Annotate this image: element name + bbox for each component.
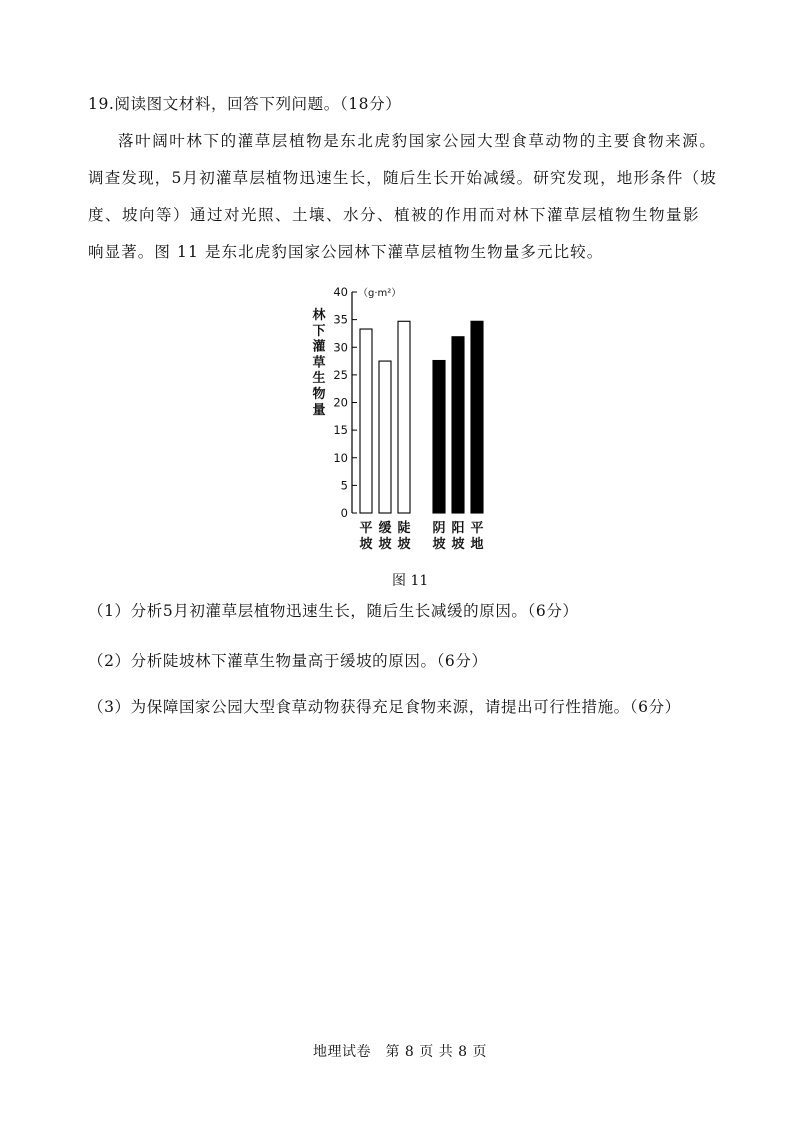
category-label-char: 坡 bbox=[397, 537, 411, 552]
bar bbox=[452, 337, 464, 513]
category-label-char: 阳 bbox=[451, 521, 465, 536]
category-label-char: 平 bbox=[470, 521, 484, 536]
y-axis-label-char: 量 bbox=[312, 402, 326, 418]
sub-question-3: （3）为保障国家公园大型食草动物获得充足食物来源，请提出可行性措施。（6分） bbox=[88, 698, 681, 716]
y-axis-label-char: 物 bbox=[312, 387, 326, 402]
biomass-bar-chart bbox=[300, 280, 530, 560]
y-axis-label-char: 灌 bbox=[312, 339, 326, 355]
y-tick-label: 30 bbox=[333, 340, 348, 355]
category-label-char: 陡 bbox=[397, 521, 411, 536]
bar bbox=[433, 361, 445, 513]
y-axis-label-char: 林 bbox=[312, 308, 326, 323]
y-axis-label-char: 下 bbox=[312, 323, 326, 339]
category-label-char: 阴 bbox=[432, 521, 446, 536]
category-label-char: 平 bbox=[359, 521, 373, 536]
question-header: 19.阅读图文材料，回答下列问题。（18分） bbox=[88, 95, 402, 113]
y-tick-label: 40 bbox=[333, 285, 348, 299]
y-tick-label: 20 bbox=[333, 395, 348, 410]
category-label-char: 坡 bbox=[359, 537, 373, 552]
sub-question-1: （1）分析5月初灌草层植物迅速生长，随后生长减缓的原因。（6分） bbox=[88, 602, 579, 620]
category-label-char: 地 bbox=[470, 537, 484, 552]
y-unit-label: （g·m²） bbox=[358, 288, 402, 299]
y-tick-label: 0 bbox=[340, 506, 348, 520]
paragraph-line: 落叶阔叶林下的灌草层植物是东北虎豹国家公园大型食草动物的主要食物来源。 bbox=[118, 132, 717, 150]
bar bbox=[398, 321, 410, 513]
page-footer: 地理试卷 第 8 页 共 8 页 bbox=[312, 1044, 488, 1060]
y-tick-label: 10 bbox=[333, 450, 348, 465]
category-label-char: 坡 bbox=[378, 537, 392, 552]
category-label-char: 坡 bbox=[432, 537, 446, 552]
y-axis-label-char: 草 bbox=[312, 355, 326, 371]
y-tick-label: 35 bbox=[333, 312, 348, 327]
bar bbox=[471, 321, 483, 513]
category-label-char: 缓 bbox=[378, 521, 392, 536]
paragraph-line: 度、坡向等）通过对光照、土壤、水分、植被的作用而对林下灌草层植物生物量影 bbox=[88, 206, 701, 224]
y-axis-label-char: 生 bbox=[312, 371, 326, 387]
y-tick-label: 25 bbox=[333, 367, 348, 382]
category-label-char: 坡 bbox=[451, 537, 465, 552]
paragraph-line: 调查发现，5月初灌草层植物迅速生长，随后生长开始减缓。研究发现，地形条件（坡 bbox=[88, 169, 717, 187]
figure-caption: 图 11 bbox=[392, 573, 429, 589]
paragraph-line: 响显著。图 11 是东北虎豹国家公园林下灌草层植物生物量多元比较。 bbox=[88, 243, 604, 261]
y-tick-label: 15 bbox=[333, 423, 348, 438]
bar bbox=[360, 329, 372, 513]
bar bbox=[379, 361, 391, 513]
sub-question-2: （2）分析陡坡林下灌草生物量高于缓坡的原因。（6分） bbox=[88, 652, 488, 670]
y-tick-label: 5 bbox=[340, 478, 348, 493]
